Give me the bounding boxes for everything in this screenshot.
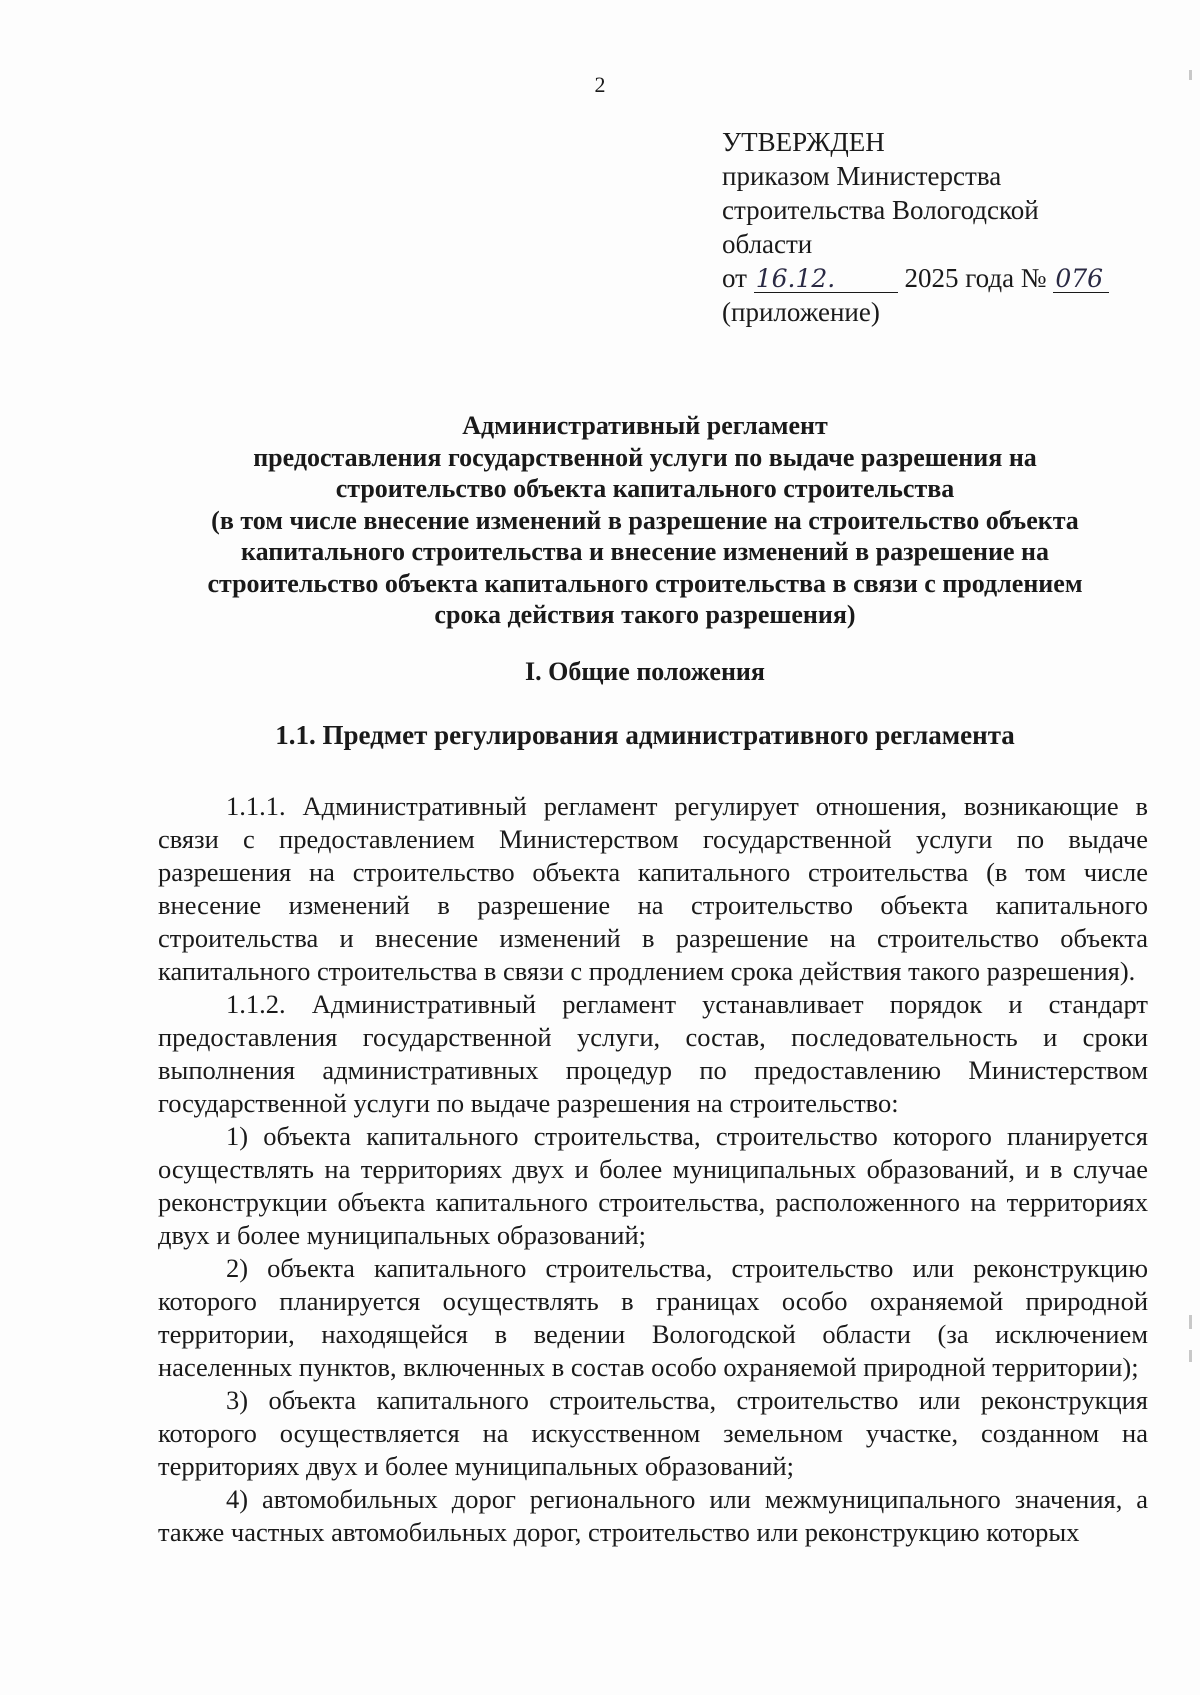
document-title bbox=[150, 410, 1140, 631]
title-line: Административный регламент bbox=[462, 411, 828, 440]
title-line: строительство объекта капитального строительства bbox=[335, 474, 955, 503]
title-line: предоставления государственной услуги по выдаче разрешения на bbox=[253, 442, 1037, 472]
section-heading-general: I. Общие положения bbox=[525, 657, 765, 686]
approval-appendix: (приложение) bbox=[722, 297, 880, 327]
handwritten-order-number: 076 bbox=[1053, 266, 1109, 293]
approval-stamp-block bbox=[722, 125, 1162, 329]
list-item: 4) автомобильных дорог регионального или межмуниципального значения, а также частных автомобильных дорог, строительство или реконструкцию которых bbox=[158, 1484, 1148, 1547]
approval-status: УТВЕРЖДЕН bbox=[722, 127, 885, 157]
page-number: 2 bbox=[594, 72, 606, 97]
date-prefix: от bbox=[722, 263, 747, 293]
list-item: 2) объекта капитального строительства, строительство или реконструкцию которого планируется осуществлять в границах особо охраняемой природной территории, находящейся в ведении Вологодской области (за исключением населенных пунктов, включенных в состав особо охраняемой природной территории); bbox=[158, 1253, 1148, 1382]
list-item: 3) объекта капитального строительства, строительство или реконструкция которого осуществляется на искусственном земельном участке, созданном на территориях двух и более муниципальных образований; bbox=[158, 1385, 1148, 1481]
paragraph: 1.1.2. Административный регламент устанавливает порядок и стандарт предоставления государственной услуги, состав, последовательность и сроки выполнения административных процедур по предоставлению Министерством государственной услуги по выдаче разрешения на строительство: bbox=[158, 989, 1148, 1118]
scan-artifact bbox=[1189, 1350, 1192, 1362]
year-text: 2025 года № bbox=[904, 263, 1047, 293]
title-line: строительство объекта капитального строительства в связи с продлением bbox=[207, 568, 1083, 598]
title-line: капитального строительства и внесение изменений в разрешение на bbox=[240, 537, 1050, 566]
handwritten-date: 16.12. bbox=[754, 266, 898, 293]
list-item: 1) объекта капитального строительства, строительство которого планируется осуществлять на территориях двух и более муниципальных образований, и в случае реконструкции объекта капитального строительства, расположенного на территориях двух и более муниципальных образований; bbox=[158, 1121, 1148, 1250]
section-heading-subject: 1.1. Предмет регулирования административного регламента bbox=[275, 720, 1015, 750]
approval-ministry-line: строительства Вологодской bbox=[722, 195, 1039, 225]
title-line: (в том числе внесение изменений в разрешение на строительство объекта bbox=[211, 505, 1079, 535]
scan-artifact bbox=[1189, 1315, 1192, 1329]
approval-order-line: приказом Министерства bbox=[722, 161, 1002, 191]
paragraph: 1.1.1. Административный регламент регулирует отношения, возникающие в связи с предоставлением Министерством государственной услуги по выдаче разрешения на строительство объекта капитального строительства (в том числе внесение изменений в разрешение на строительство объекта капитального строительства и внесение изменений в разрешение на строительство объекта капитального строительства в связи с продлением срока действия такого разрешения). bbox=[158, 791, 1148, 986]
approval-date-line bbox=[722, 261, 1162, 295]
scan-artifact bbox=[1189, 70, 1192, 80]
approval-region-line: области bbox=[722, 229, 813, 259]
body-text bbox=[158, 790, 1148, 1549]
title-line: срока действия такого разрешения) bbox=[434, 600, 856, 629]
